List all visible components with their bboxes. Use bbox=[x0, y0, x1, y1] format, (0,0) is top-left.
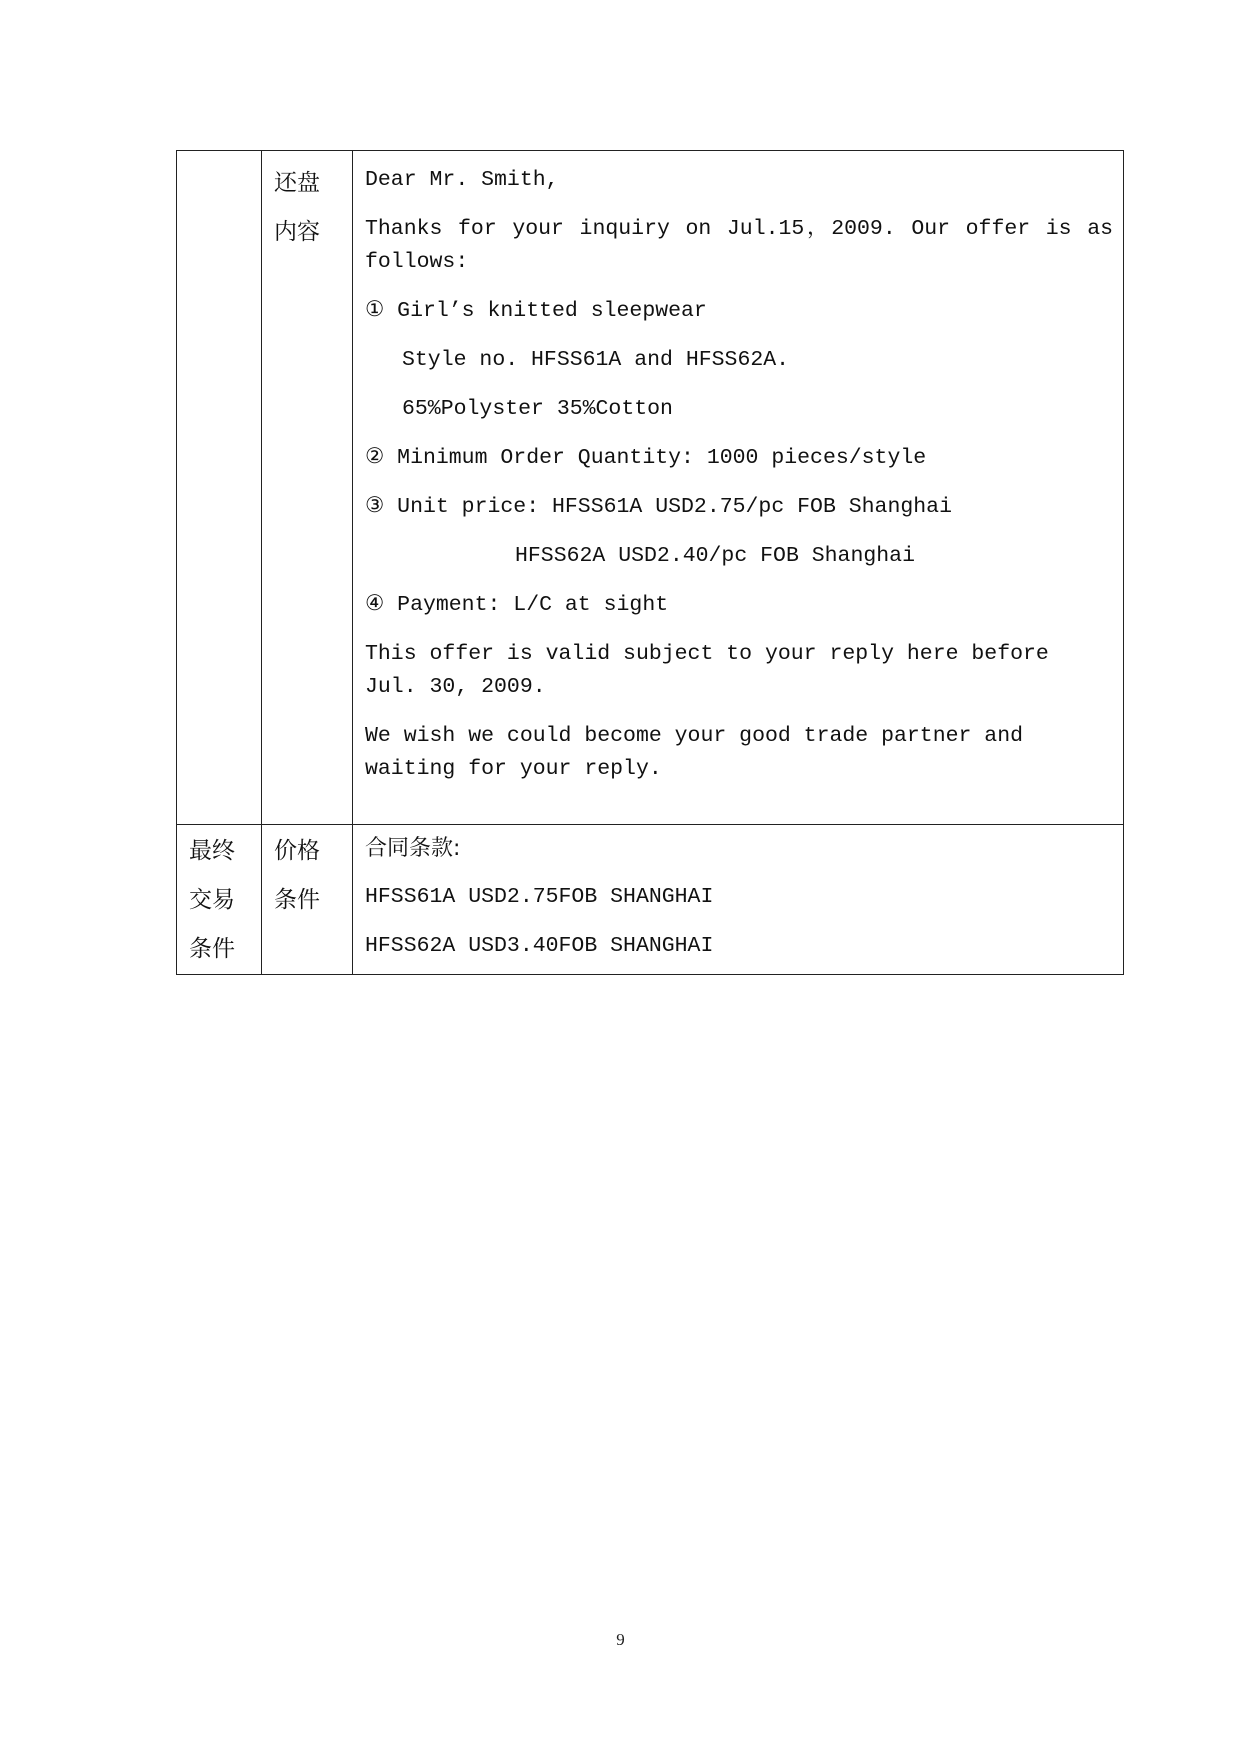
final-terms-label-line3: 条件 bbox=[189, 936, 235, 962]
table-row-final-terms bbox=[177, 825, 1124, 975]
final-terms-label-line2: 交易 bbox=[189, 887, 235, 913]
counter-offer-content-cell bbox=[353, 151, 1124, 825]
item-4-payment: ④ Payment: L/C at sight bbox=[365, 593, 669, 617]
item-2-moq: ② Minimum Order Quantity: 1000 pieces/style bbox=[365, 446, 927, 470]
greeting: Dear Mr. Smith, bbox=[365, 168, 559, 192]
style-numbers: Style no. HFSS61A and HFSS62A. bbox=[402, 348, 790, 372]
item-3-unit-price-second: HFSS62A USD2.40/pc FOB Shanghai bbox=[515, 544, 915, 568]
final-terms-label-cell bbox=[177, 825, 262, 975]
price-terms-label-line2: 条件 bbox=[274, 887, 320, 913]
counter-offer-label-line1: 还盘 bbox=[274, 170, 320, 196]
counter-offer-label-cell bbox=[262, 151, 353, 825]
table-row-counter-offer bbox=[177, 151, 1124, 825]
contract-line-2: HFSS62A USD3.40FOB SHANGHAI bbox=[365, 934, 714, 958]
material-composition: 65%Polyster 35%Cotton bbox=[402, 397, 673, 421]
validity-paragraph: This offer is valid subject to your reply here before Jul. 30, 2009. bbox=[365, 642, 1049, 699]
contract-line-1: HFSS61A USD2.75FOB SHANGHAI bbox=[365, 885, 714, 909]
final-terms-label-line1: 最终 bbox=[189, 838, 235, 864]
intro-paragraph: Thanks for your inquiry on Jul.15，2009. Our offer is as follows: bbox=[365, 217, 1113, 274]
price-terms-label-cell bbox=[262, 825, 353, 975]
price-terms-label-line1: 价格 bbox=[274, 838, 320, 864]
counter-offer-label-line2: 内容 bbox=[274, 219, 320, 245]
contract-terms-content-cell bbox=[353, 825, 1124, 975]
item-3-unit-price: ③ Unit price: HFSS61A USD2.75/pc FOB Shanghai bbox=[365, 495, 952, 519]
page-number: 9 bbox=[616, 1630, 625, 1649]
contract-terms-heading: 合同条款: bbox=[365, 836, 461, 861]
row1-label-cell bbox=[177, 151, 262, 825]
offer-table bbox=[176, 150, 1124, 975]
item-1-product: ① Girl’s knitted sleepwear bbox=[365, 299, 707, 323]
closing-paragraph: We wish we could become your good trade partner and waiting for your reply. bbox=[365, 724, 1024, 781]
